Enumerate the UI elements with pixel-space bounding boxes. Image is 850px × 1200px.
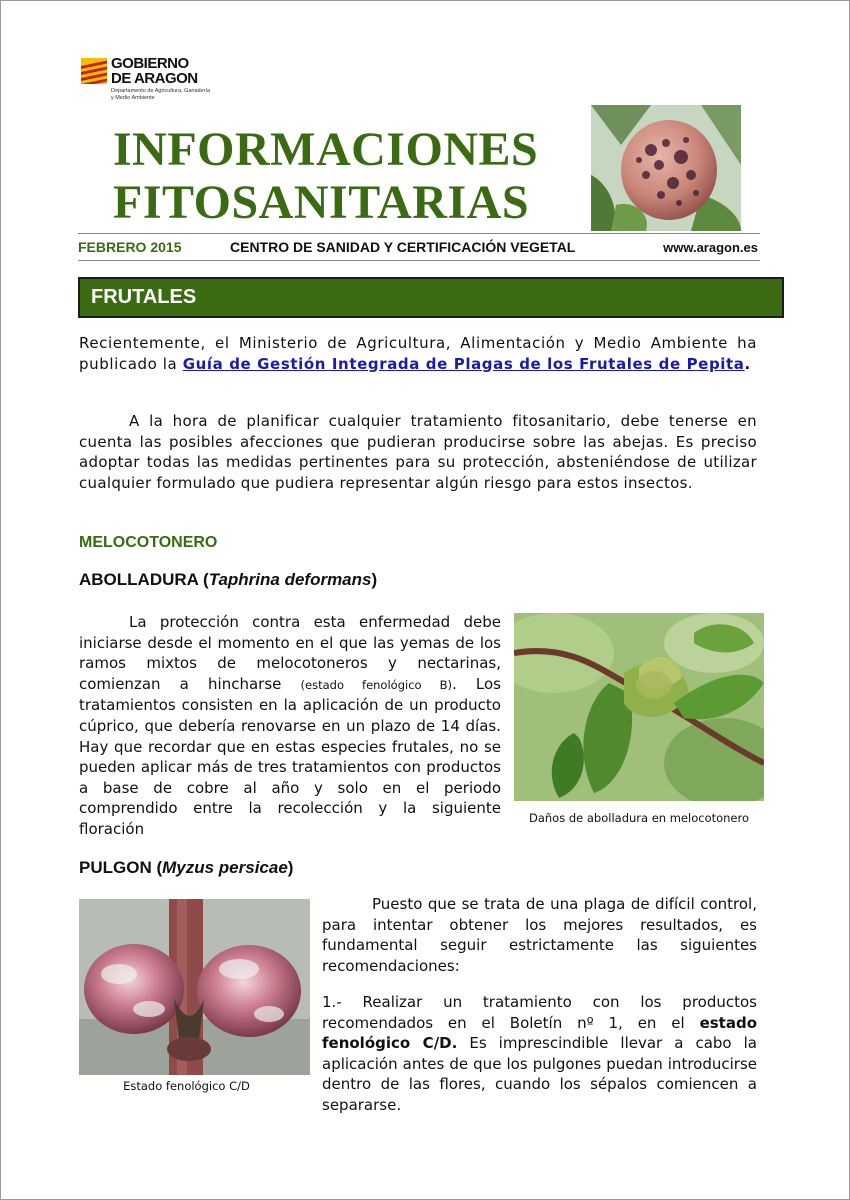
flower-bud-photo bbox=[79, 899, 310, 1075]
bud-caption: Estado fenológico C/D bbox=[123, 1079, 250, 1093]
abolladura-heading: ABOLLADURA (Taphrina deformans) bbox=[79, 570, 378, 589]
title-line-2: FITOSANITARIAS bbox=[113, 176, 530, 229]
fenologico-b-note: (estado fenológico B) bbox=[300, 677, 452, 692]
abolladura-paragraph: La protección contra esta enfermedad debe iniciarse desde el momento en el que las yemas de los ramos mixtos de melocotoneros y nectarinas, comienzan a hincharse (estado fenológico B). Los tratamientos consisten en la aplicación de un producto cúprico, que debería renovarse en un plazo de 14 días. Hay que recordar que en estas especies frutales, no se pueden aplicar más de tres tratamientos con productos a base de cobre al año y solo en el periodo comprendido entre la recolección y la siguiente floración bbox=[79, 613, 501, 838]
intro-paragraph bbox=[79, 333, 757, 374]
peach-disease-photo bbox=[591, 105, 741, 231]
intro-period: . bbox=[744, 354, 751, 373]
intro-text: Recientemente, el Ministerio de Agricultura, Alimentación y Medio Ambiente ha publicado la bbox=[79, 334, 757, 373]
leaf-curl-photo bbox=[514, 613, 764, 801]
leaf-curl-caption: Daños de abolladura en melocotonero bbox=[528, 811, 750, 825]
fenologico-cd-bold: estado fenológico C/D. bbox=[322, 1013, 757, 1053]
pulgon-intro-paragraph: Puesto que se trata de una plaga de difícil control, para intentar obtener los mejores resultados, es fundamental seguir estrictamente las siguientes recomendaciones: bbox=[322, 895, 757, 975]
aragon-flag-icon bbox=[81, 58, 107, 84]
abolladura-latin-name: Taphrina deformans bbox=[208, 570, 372, 589]
pulgon-latin-name: Myzus persicae bbox=[162, 858, 288, 877]
guide-link[interactable]: Guía de Gestión Integrada de Plagas de los Frutales de Pepita bbox=[182, 354, 745, 373]
bees-paragraph: A la hora de planificar cualquier tratamiento fitosanitario, debe tenerse en cuenta las posibles afecciones que pudieran producirse sobre las abejas. Es preciso adoptar todas las medidas pertinentes para su protección, absteniéndose de utilizar cualquier formulado que pudiera representar algún riesgo para estos insectos. bbox=[79, 412, 757, 492]
pulgon-recommendation-1: 1.- Realizar un tratamiento con los productos recomendados en el Boletín nº 1, en el estado fenológico C/D. Es imprescindible llevar a cabo la aplicación antes de que los pulgones puedan introducirse dentro de las flores, cuando los sépalos comiencen a separarse. bbox=[322, 993, 757, 1114]
logo-subtitle: Departamento de Agricultura, Ganadería y Medio Ambiente bbox=[111, 88, 211, 101]
header-info-line bbox=[78, 233, 760, 261]
section-header-frutales bbox=[78, 277, 784, 318]
logo-line-2: DE ARAGON bbox=[111, 70, 198, 87]
logo-line-1: GOBIERNO bbox=[111, 55, 189, 72]
page-title bbox=[113, 123, 538, 229]
section-title: FRUTALES bbox=[91, 286, 197, 308]
title-line-1: INFORMACIONES bbox=[113, 123, 539, 176]
melocotonero-heading: MELOCOTONERO bbox=[79, 534, 218, 551]
gobierno-aragon-logo bbox=[81, 56, 221, 106]
issue-date: FEBRERO 2015 bbox=[78, 239, 182, 255]
center-name: CENTRO DE SANIDAD Y CERTIFICACIÓN VEGETAL bbox=[230, 239, 576, 255]
website-link[interactable]: www.aragon.es bbox=[663, 240, 758, 255]
pulgon-heading: PULGON (Myzus persicae) bbox=[79, 858, 294, 877]
